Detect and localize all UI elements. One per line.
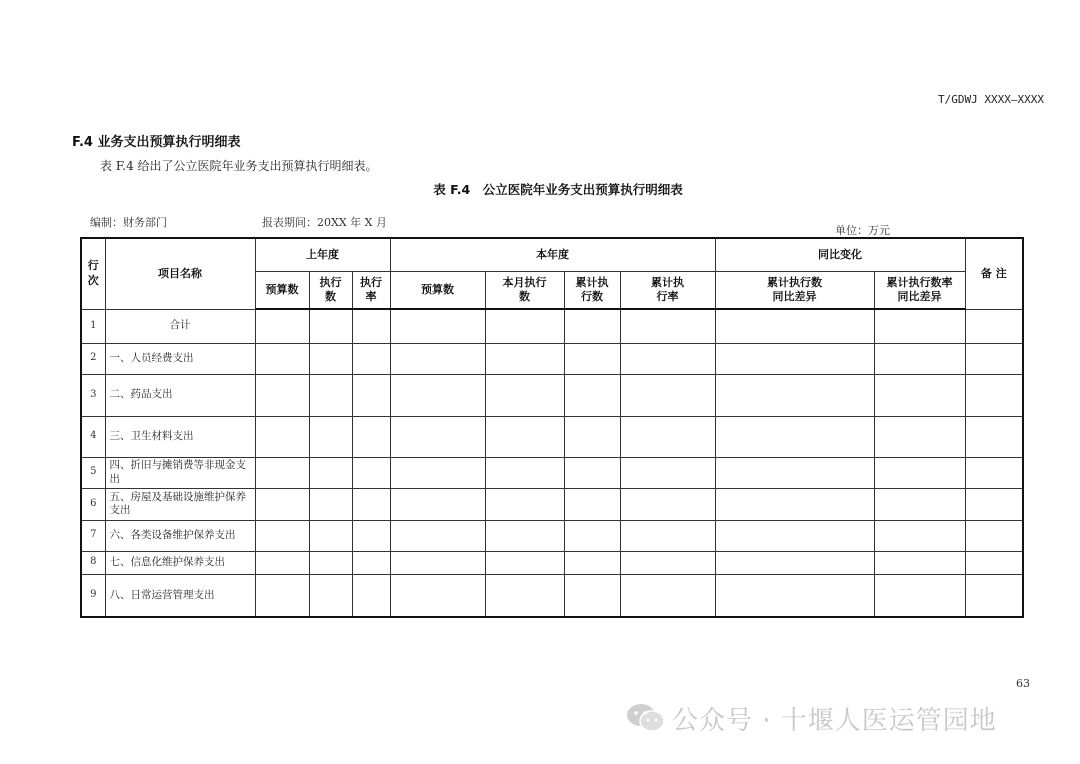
row-item-name: 八、日常运营管理支出 bbox=[105, 574, 255, 617]
table-row bbox=[81, 416, 1023, 457]
table-row bbox=[81, 574, 1023, 617]
header-prev-year: 上年度 bbox=[255, 238, 390, 271]
row-number: 1 bbox=[81, 309, 105, 343]
budget-execution-table bbox=[80, 237, 1024, 618]
row-item-name: 一、人员经费支出 bbox=[105, 343, 255, 374]
table-row bbox=[81, 343, 1023, 374]
prepared-by: 编制：财务部门 bbox=[90, 216, 167, 229]
header-cur-budget: 预算数 bbox=[390, 271, 485, 309]
table-row bbox=[81, 309, 1023, 343]
watermark bbox=[626, 700, 997, 741]
table-row bbox=[81, 520, 1023, 551]
header-row-1 bbox=[81, 238, 1023, 271]
report-period: 报表期间：20XX 年 X 月 bbox=[262, 216, 387, 229]
table-row bbox=[81, 457, 1023, 488]
section-title: F.4 业务支出预算执行明细表 bbox=[72, 135, 241, 150]
wechat-icon bbox=[626, 702, 666, 741]
header-row-no: 行次 bbox=[81, 238, 105, 309]
table-row bbox=[81, 488, 1023, 520]
unit-label: 单位：万元 bbox=[835, 224, 890, 237]
row-item-name: 合计 bbox=[105, 309, 255, 343]
header-prev-budget: 预算数 bbox=[255, 271, 309, 309]
row-number: 7 bbox=[81, 520, 105, 551]
standard-code: T/GDWJ XXXX—XXXX bbox=[938, 93, 1044, 106]
row-item-name: 七、信息化维护保养支出 bbox=[105, 551, 255, 574]
row-item-name: 二、药品支出 bbox=[105, 374, 255, 416]
header-prev-exec: 执行数 bbox=[309, 271, 352, 309]
row-item-name: 四、折旧与摊销费等非现金支出 bbox=[105, 457, 255, 488]
row-number: 5 bbox=[81, 457, 105, 488]
header-yoy-cum-exec: 累计执行数同比差异 bbox=[715, 271, 874, 309]
row-number: 6 bbox=[81, 488, 105, 520]
watermark-text: 公众号 · 十堰人医运管园地 bbox=[672, 706, 997, 736]
header-remark: 备 注 bbox=[965, 238, 1023, 309]
table-row bbox=[81, 374, 1023, 416]
row-number: 4 bbox=[81, 416, 105, 457]
row-item-name: 五、房屋及基础设施维护保养支出 bbox=[105, 488, 255, 520]
row-number: 3 bbox=[81, 374, 105, 416]
row-item-name: 三、卫生材料支出 bbox=[105, 416, 255, 457]
row-number: 8 bbox=[81, 551, 105, 574]
table-caption: 表 F.4 公立医院年业务支出预算执行明细表 bbox=[433, 182, 683, 197]
page-number: 63 bbox=[1016, 677, 1030, 690]
header-cum-exec: 累计执行数 bbox=[564, 271, 620, 309]
header-yoy-cum-rate: 累计执行数率同比差异 bbox=[874, 271, 965, 309]
section-intro: 表 F.4 给出了公立医院年业务支出预算执行明细表。 bbox=[100, 159, 378, 173]
header-this-year: 本年度 bbox=[390, 238, 715, 271]
header-cur-month-exec: 本月执行数 bbox=[485, 271, 564, 309]
header-prev-rate: 执行率 bbox=[352, 271, 390, 309]
row-number: 9 bbox=[81, 574, 105, 617]
header-cum-rate: 累计执行率 bbox=[620, 271, 715, 309]
row-number: 2 bbox=[81, 343, 105, 374]
row-item-name: 六、各类设备维护保养支出 bbox=[105, 520, 255, 551]
header-item-name: 项目名称 bbox=[105, 238, 255, 309]
header-yoy-change: 同比变化 bbox=[715, 238, 965, 271]
table-row bbox=[81, 551, 1023, 574]
